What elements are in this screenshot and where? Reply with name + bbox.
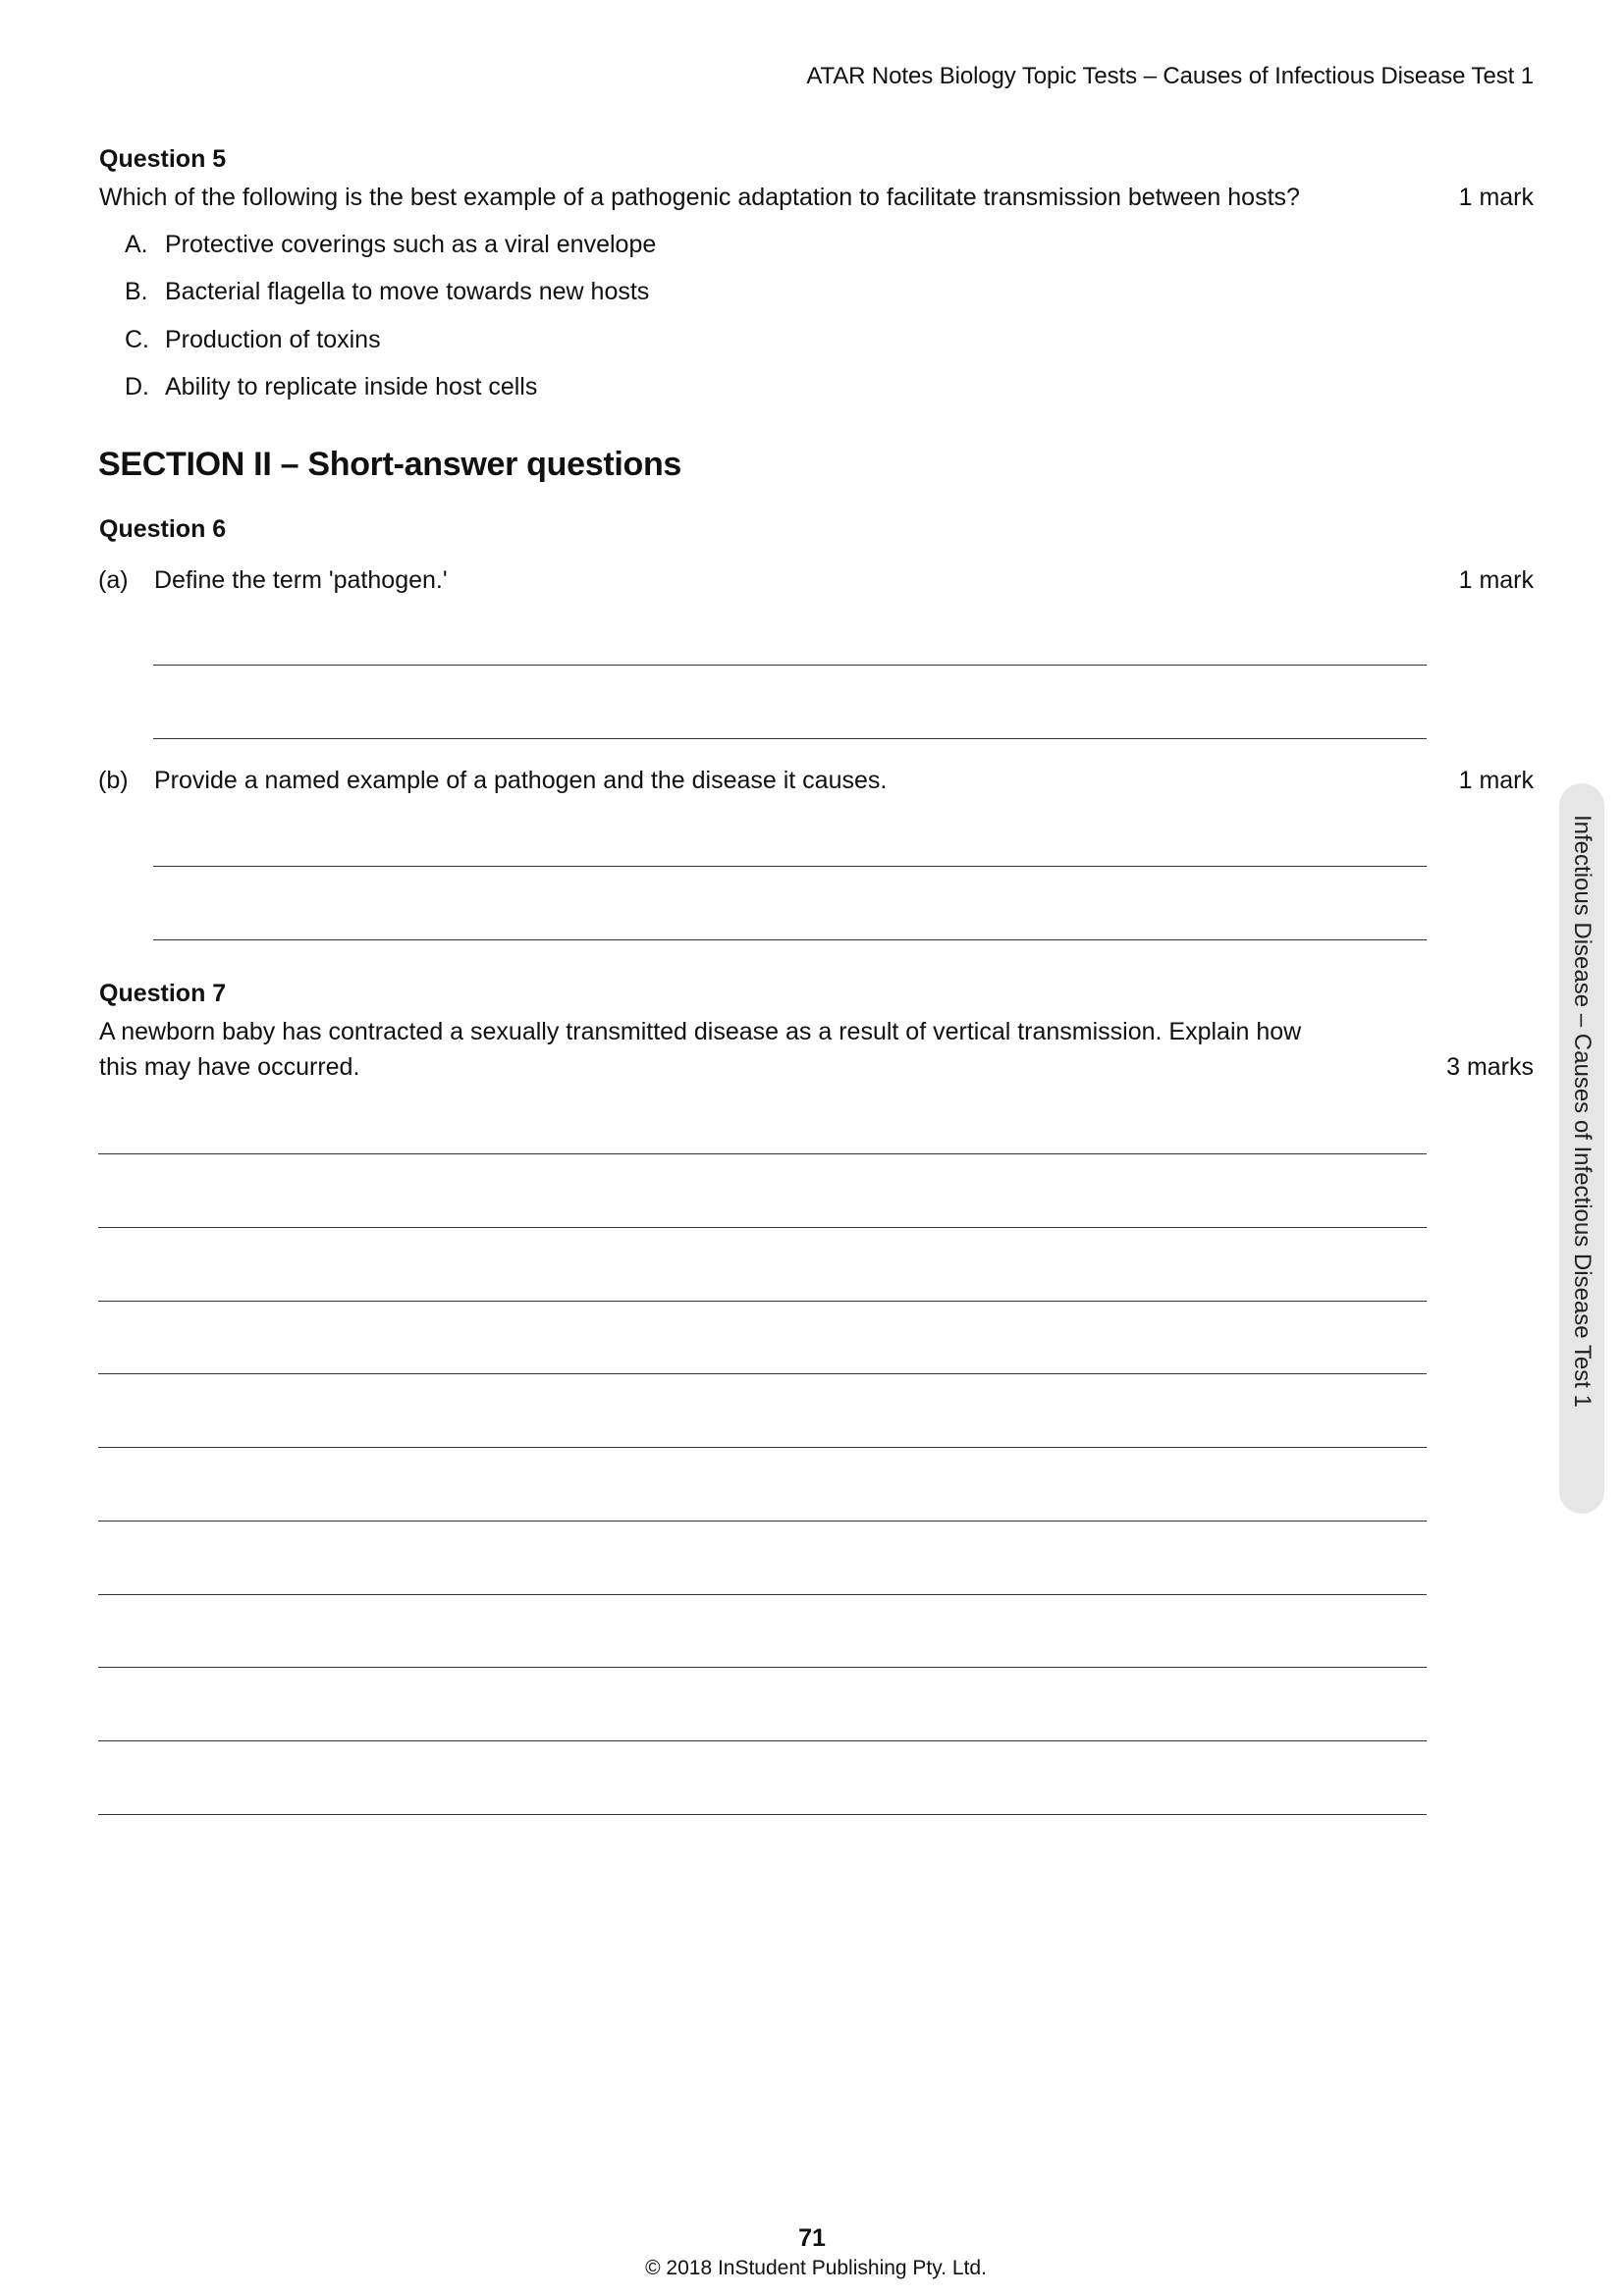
- question-6-label: Question 6: [99, 515, 227, 543]
- question-7-marks: 3 marks: [1446, 1053, 1534, 1081]
- answer-line[interactable]: [153, 738, 1427, 739]
- question-6b-part: (b): [98, 767, 129, 794]
- option-b-letter: B.: [125, 278, 148, 305]
- option-d-letter: D.: [125, 373, 149, 400]
- question-6b-text: Provide a named example of a pathogen and the disease it causes.: [154, 767, 888, 794]
- answer-line[interactable]: [98, 1667, 1427, 1668]
- side-tab-label: Infectious Disease – Causes of Infectious Disease Test 1: [1569, 815, 1596, 1408]
- section-heading: SECTION II – Short-answer questions: [98, 446, 682, 483]
- answer-line[interactable]: [98, 1594, 1427, 1595]
- question-5-marks: 1 mark: [1458, 184, 1534, 211]
- question-5-label: Question 5: [99, 145, 227, 173]
- option-a-letter: A.: [125, 231, 148, 258]
- question-6a-part: (a): [98, 566, 129, 594]
- question-7-prompt-line-2: this may have occurred.: [99, 1053, 360, 1081]
- answer-line[interactable]: [98, 1373, 1427, 1374]
- answer-line[interactable]: [153, 866, 1427, 867]
- answer-line[interactable]: [153, 939, 1427, 940]
- answer-line[interactable]: [98, 1227, 1427, 1228]
- question-7-prompt-line-1: A newborn baby has contracted a sexually transmitted disease as a result of vertical transmission. Explain how: [99, 1018, 1302, 1045]
- answer-line[interactable]: [98, 1740, 1427, 1741]
- answer-line[interactable]: [153, 665, 1427, 666]
- page-number: 71: [798, 2224, 826, 2252]
- question-6a-text: Define the term 'pathogen.': [154, 566, 448, 594]
- copyright: © 2018 InStudent Publishing Pty. Ltd.: [645, 2257, 987, 2279]
- question-6b-marks: 1 mark: [1458, 767, 1534, 794]
- answer-line[interactable]: [98, 1153, 1427, 1154]
- question-7-label: Question 7: [99, 980, 227, 1007]
- option-c-text: Production of toxins: [165, 326, 381, 353]
- running-header: ATAR Notes Biology Topic Tests – Causes of Infectious Disease Test 1: [806, 63, 1534, 89]
- answer-line[interactable]: [98, 1301, 1427, 1302]
- question-6a-marks: 1 mark: [1458, 566, 1534, 594]
- question-5-prompt: Which of the following is the best example of a pathogenic adaptation to facilitate transmission between hosts?: [99, 184, 1300, 211]
- answer-line[interactable]: [98, 1521, 1427, 1522]
- option-d-text: Ability to replicate inside host cells: [165, 373, 538, 400]
- option-a-text: Protective coverings such as a viral envelope: [165, 231, 657, 258]
- option-c-letter: C.: [125, 326, 149, 353]
- answer-line[interactable]: [98, 1447, 1427, 1448]
- answer-line[interactable]: [98, 1814, 1427, 1815]
- option-b-text: Bacterial flagella to move towards new hosts: [165, 278, 650, 305]
